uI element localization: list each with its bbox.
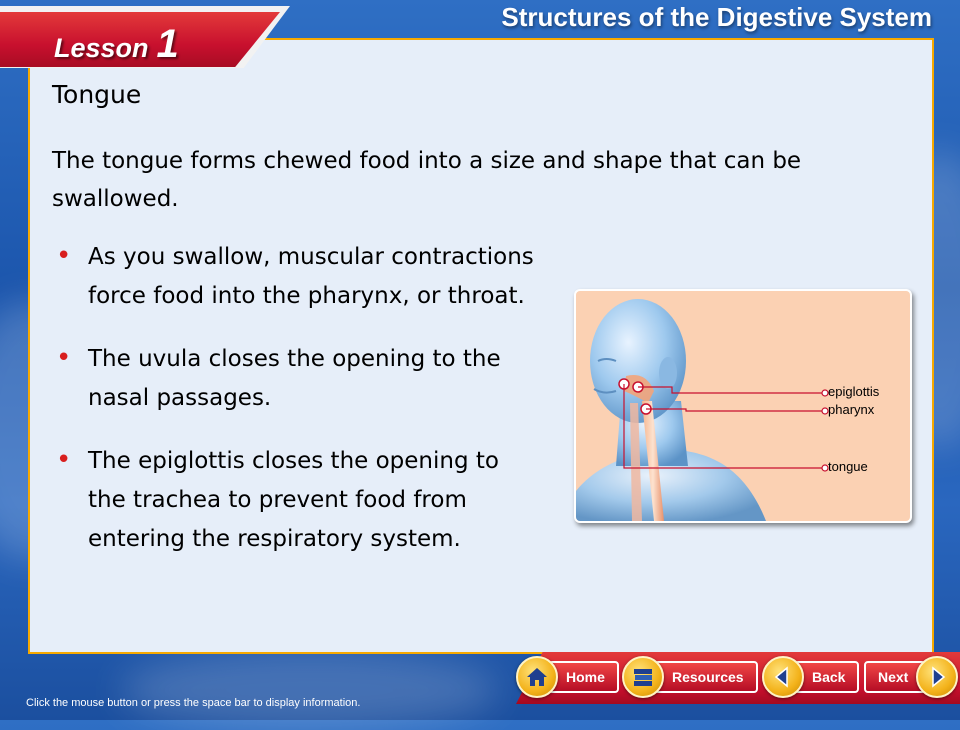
bullet-list — [52, 238, 542, 583]
section-subtitle: Tongue — [52, 80, 142, 109]
list-item — [52, 340, 542, 418]
bullet-text: The uvula closes the opening to the nasal passages. — [88, 346, 501, 411]
label-pharynx: pharynx — [828, 402, 875, 417]
books-icon — [622, 656, 664, 698]
footer-instruction: Click the mouse button or press the space bar to display information. — [26, 697, 361, 709]
anatomy-figure — [574, 289, 912, 523]
back-button[interactable] — [762, 657, 859, 697]
intro-paragraph: The tongue forms chewed food into a size and shape that can be swallowed. — [52, 148, 802, 212]
list-item — [52, 238, 542, 316]
label-tongue: tongue — [828, 459, 868, 474]
bullet-icon: • — [56, 343, 72, 373]
bullet-icon: • — [56, 445, 72, 475]
back-arrow-icon — [762, 656, 804, 698]
lesson-number: 1 — [156, 22, 179, 66]
sky-cloud — [120, 650, 500, 730]
label-epiglottis: epiglottis — [828, 384, 880, 399]
home-button-label: Home — [548, 661, 619, 693]
resources-button-label: Resources — [654, 661, 758, 693]
bullet-text: The epiglottis closes the opening to the trachea to prevent food from entering the respiratory system. — [88, 448, 499, 552]
next-arrow-icon — [916, 656, 958, 698]
back-button-label: Back — [794, 661, 859, 693]
bullet-text: As you swallow, muscular contractions force food into the pharynx, or throat. — [88, 244, 534, 309]
bullet-icon: • — [56, 241, 72, 271]
next-button[interactable] — [864, 657, 958, 697]
lesson-word: Lesson — [54, 33, 149, 63]
slide-title: Structures of the Digestive System — [501, 2, 932, 32]
home-button[interactable] — [516, 657, 619, 697]
next-button-label: Next — [864, 661, 926, 693]
home-icon — [516, 656, 558, 698]
lesson-label — [54, 22, 179, 67]
list-item — [52, 442, 542, 559]
resources-button[interactable] — [622, 657, 758, 697]
